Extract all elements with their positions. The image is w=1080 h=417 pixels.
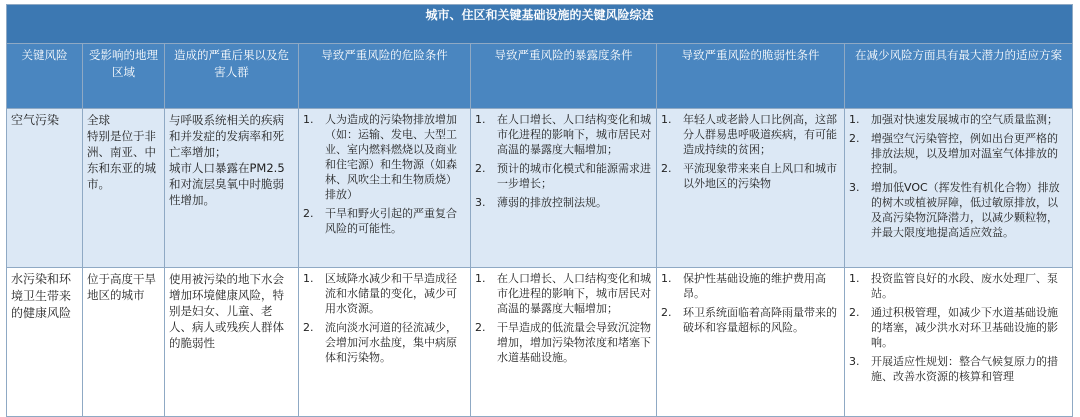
item-number: 3. [849, 181, 860, 194]
item-number: 2. [303, 321, 314, 334]
consequence-text [169, 271, 294, 351]
text-line: 城市人口暴露在PM2.5和对流层臭氧中时脆弱性增加。 [169, 161, 285, 207]
header-exposure: 导致严重风险的暴露度条件 [471, 44, 657, 109]
list-item [661, 112, 840, 157]
exposure-list [475, 271, 652, 365]
list-item [475, 320, 652, 365]
adaptation-cell [845, 109, 1073, 268]
item-text: 在人口增长、人口结构变化和城市化进程的影响下，城市居民对高温的暴露度大幅增加； [497, 272, 651, 315]
vulnerability-cell [657, 268, 845, 417]
adaptation-list [849, 112, 1068, 240]
list-item [303, 320, 466, 365]
table-row [7, 268, 1073, 417]
consequence-cell [165, 268, 299, 417]
text-line: 特别是位于非洲、南亚、中东和东亚的城市。 [87, 129, 156, 191]
consequence-text [169, 112, 294, 208]
list-item [475, 195, 652, 210]
adaptation-cell [845, 268, 1073, 417]
adaptation-list [849, 271, 1068, 384]
item-number: 2. [661, 162, 672, 175]
list-item [849, 180, 1068, 240]
item-text: 年轻人或老龄人口比例高，这部分人群易患呼吸道疾病，有可能造成持续的贫困； [683, 113, 837, 156]
item-text: 环卫系统面临着高降雨量带来的破坏和容量超标的风险。 [683, 306, 837, 334]
item-number: 1. [475, 113, 486, 126]
header-vulnerability: 导致严重风险的脆弱性条件 [657, 44, 845, 109]
table-row [7, 109, 1073, 268]
list-item [475, 112, 652, 157]
vulnerability-list [661, 271, 840, 335]
region-cell [83, 109, 165, 268]
item-text: 干旱造成的低流量会导致沉淀物增加，增加污染物浓度和堵塞下水道基础设施。 [497, 321, 651, 364]
list-item [661, 305, 840, 335]
text-line: 与呼吸系统相关的疾病和并发症的发病率和死亡率增加； [169, 113, 284, 159]
item-number: 2. [661, 306, 672, 319]
consequence-cell [165, 109, 299, 268]
item-number: 1. [849, 272, 860, 285]
header-region: 受影响的地理区域 [83, 44, 165, 109]
vulnerability-cell [657, 109, 845, 268]
header-consequence: 造成的严重后果以及危害人群 [165, 44, 299, 109]
item-number: 1. [303, 272, 314, 285]
item-number: 3. [849, 355, 860, 368]
item-text: 预计的城市化模式和能源需求进一步增长； [497, 162, 651, 190]
region-text [87, 271, 160, 303]
hazard-cell [299, 268, 471, 417]
list-item [849, 305, 1068, 350]
item-number: 1. [661, 272, 672, 285]
item-text: 增加低VOC（挥发性有机化合物）排放的树木或植被屏障，低过敏原排放，以及高污染物沉降潜力，以减少颗粒物，并最大限度地提高适应效益。 [871, 181, 1060, 239]
item-text: 区域降水减少和干旱造成径流和水储量的变化，减少可用水资源。 [325, 272, 457, 315]
item-text: 加强对快速发展城市的空气质量监测； [871, 113, 1058, 126]
item-text: 增强空气污染管控，例如出台更严格的排放法规，以及增加对温室气体排放的控制。 [871, 132, 1058, 175]
header-adaptation: 在减少风险方面具有最大潜力的适应方案 [845, 44, 1073, 109]
item-number: 1. [849, 113, 860, 126]
header-row [7, 44, 1073, 109]
vulnerability-list [661, 112, 840, 191]
header-hazard: 导致严重风险的危险条件 [299, 44, 471, 109]
list-item [303, 112, 466, 202]
item-text: 人为造成的污染物排放增加（如：运输、发电、大型工业、室内燃料燃烧以及商业和住宅源）和生物源（如森林、风吹尘土和生物质烧）排放） [325, 113, 457, 201]
key-risk-table [6, 4, 1073, 417]
item-number: 2. [475, 321, 486, 334]
list-item [849, 354, 1068, 384]
item-text: 保护性基础设施的维护费用高昂。 [683, 272, 826, 300]
exposure-cell [471, 109, 657, 268]
item-number: 2. [303, 207, 314, 220]
list-item [475, 161, 652, 191]
item-number: 1. [661, 113, 672, 126]
list-item [475, 271, 652, 316]
list-item [661, 161, 840, 191]
item-text: 流向淡水河道的径流减少，会增加河水盐度，集中病原体和污染物。 [325, 321, 457, 364]
list-item [661, 271, 840, 301]
item-number: 1. [475, 272, 486, 285]
item-text: 开展适应性规划：整合气候复原力的措施、改善水资源的核算和管理 [871, 355, 1058, 383]
hazard-cell [299, 109, 471, 268]
list-item [849, 112, 1068, 127]
hazard-list [303, 112, 466, 236]
item-number: 2. [849, 306, 860, 319]
item-text: 薄弱的排放控制法规。 [497, 196, 607, 209]
item-number: 2. [475, 162, 486, 175]
list-item [303, 271, 466, 316]
region-cell [83, 268, 165, 417]
item-text: 通过积极管理，如减少下水道基础设施的堵塞，减少洪水对环卫基础设施的影响。 [871, 306, 1058, 349]
risk-cell: 水污染和环境卫生带来的健康风险 [7, 268, 83, 417]
item-number: 1. [303, 113, 314, 126]
item-number: 2. [849, 132, 860, 145]
hazard-list [303, 271, 466, 365]
header-key-risk: 关键风险 [7, 44, 83, 109]
item-text: 干旱和野火引起的严重复合风险的可能性。 [325, 207, 457, 235]
text-line: 全球 [87, 113, 110, 127]
item-text: 投资监管良好的水段、废水处理厂、泵站。 [871, 272, 1058, 300]
item-number: 3. [475, 196, 486, 209]
text-line: 位于高度干旱地区的城市 [87, 272, 156, 302]
table-title: 城市、住区和关键基础设施的关键风险综述 [7, 5, 1073, 44]
list-item [303, 206, 466, 236]
text-line: 使用被污染的地下水会增加环境健康风险，特别是妇女、儿童、老人、病人或残疾人群体的脆弱性 [169, 272, 284, 350]
list-item [849, 271, 1068, 301]
exposure-cell [471, 268, 657, 417]
item-text: 在人口增长、人口结构变化和城市化进程的影响下，城市居民对高温的暴露度大幅增加； [497, 113, 651, 156]
list-item [849, 131, 1068, 176]
item-text: 平流现象带来来自上风口和城市以外地区的污染物 [683, 162, 837, 190]
region-text [87, 112, 160, 192]
exposure-list [475, 112, 652, 210]
risk-cell: 空气污染 [7, 109, 83, 268]
